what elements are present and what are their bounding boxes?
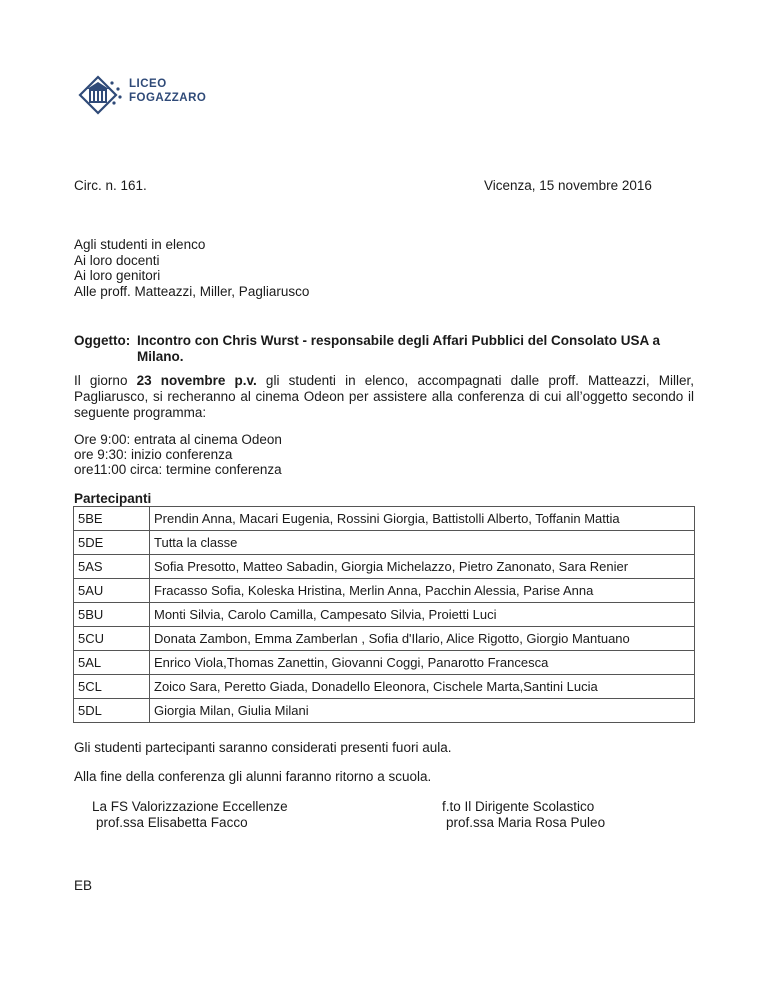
signature-right: [442, 799, 605, 831]
signature-left: [92, 799, 288, 831]
body-paragraph: [74, 373, 694, 421]
subject-line: Milano.: [137, 349, 184, 364]
class-cell: 5DL: [74, 699, 150, 723]
table-row: [74, 579, 695, 603]
table-row: [74, 651, 695, 675]
return-note: Alla fine della conferenza gli alunni faranno ritorno a scuola.: [74, 769, 432, 784]
presence-note: Gli studenti partecipanti saranno considerati presenti fuori aula.: [74, 740, 452, 755]
class-cell: 5DE: [74, 531, 150, 555]
schedule-item: ore 9:30: inizio conferenza: [74, 447, 233, 462]
body-rest: gli studenti in elenco, accompagnati dalle proff. Matteazzi, Miller, Pagliarusco, si recheranno al cinema Odeon per assistere alla conferenza di cui all’oggetto secondo il seguente programma:: [74, 373, 694, 420]
class-cell: 5CL: [74, 675, 150, 699]
school-logo: [76, 73, 226, 117]
names-cell: Zoico Sara, Peretto Giada, Donadello Eleonora, Cischele Marta,Santini Lucia: [150, 675, 695, 699]
names-cell: Fracasso Sofia, Koleska Hristina, Merlin Anna, Pacchin Alessia, Parise Anna: [150, 579, 695, 603]
recipient-line: Ai loro genitori: [74, 268, 161, 283]
schedule: [74, 432, 282, 477]
class-cell: 5AS: [74, 555, 150, 579]
logo-line1: LICEO: [129, 78, 167, 90]
recipient-line: Alle proff. Matteazzi, Miller, Pagliarusco: [74, 283, 310, 299]
logo-emblem-icon: [76, 73, 128, 117]
circular-number: Circ. n. 161.: [74, 178, 147, 193]
names-cell: Sofia Presotto, Matteo Sabadin, Giorgia Michelazzo, Pietro Zanonato, Sara Renier: [150, 555, 695, 579]
table-row: [74, 675, 695, 699]
table-row: [74, 555, 695, 579]
names-cell: Prendin Anna, Macari Eugenia, Rossini Giorgia, Battistolli Alberto, Toffanin Mattia: [150, 507, 695, 531]
table-row: [74, 531, 695, 555]
names-cell: Donata Zambon, Emma Zamberlan , Sofia d'Ilario, Alice Rigotto, Giorgio Mantuano: [150, 627, 695, 651]
signature-role: La FS Valorizzazione Eccellenze: [92, 799, 288, 814]
signature-name: prof.ssa Maria Rosa Puleo: [446, 815, 606, 830]
participants-title: Partecipanti: [74, 491, 152, 506]
class-cell: 5AL: [74, 651, 150, 675]
recipient-line: Agli studenti in elenco: [74, 237, 206, 252]
class-cell: 5BE: [74, 507, 150, 531]
recipient-line: Ai loro docenti: [74, 252, 160, 268]
names-cell: Giorgia Milan, Giulia Milani: [150, 699, 695, 723]
body-intro: Il giorno: [74, 373, 137, 388]
schedule-item: ore11:00 circa: termine conferenza: [74, 462, 282, 477]
table-row: [74, 507, 695, 531]
table-row: [74, 603, 695, 627]
names-cell: Enrico Viola,Thomas Zanettin, Giovanni Coggi, Panarotto Francesca: [150, 651, 695, 675]
table-row: [74, 699, 695, 723]
recipients-block: [74, 237, 309, 299]
names-cell: Tutta la classe: [150, 531, 695, 555]
signature-name: prof.ssa Elisabetta Facco: [96, 815, 248, 830]
signature-role: f.to Il Dirigente Scolastico: [442, 799, 595, 814]
subject-label: Oggetto:: [74, 333, 131, 348]
names-cell: Monti Silvia, Carolo Camilla, Campesato Silvia, Proietti Luci: [150, 603, 695, 627]
table-row: [74, 627, 695, 651]
class-cell: 5BU: [74, 603, 150, 627]
subject-line: Incontro con Chris Wurst - responsabile degli Affari Pubblici del Consolato USA a: [137, 333, 661, 348]
author-initials: EB: [74, 878, 93, 893]
class-cell: 5AU: [74, 579, 150, 603]
schedule-item: Ore 9:00: entrata al cinema Odeon: [74, 432, 282, 447]
document-date: Vicenza, 15 novembre 2016: [484, 178, 652, 193]
event-date: 23 novembre p.v.: [136, 373, 257, 388]
participants-table: [73, 506, 695, 723]
logo-line2: FOGAZZARO: [129, 92, 207, 104]
class-cell: 5CU: [74, 627, 150, 651]
